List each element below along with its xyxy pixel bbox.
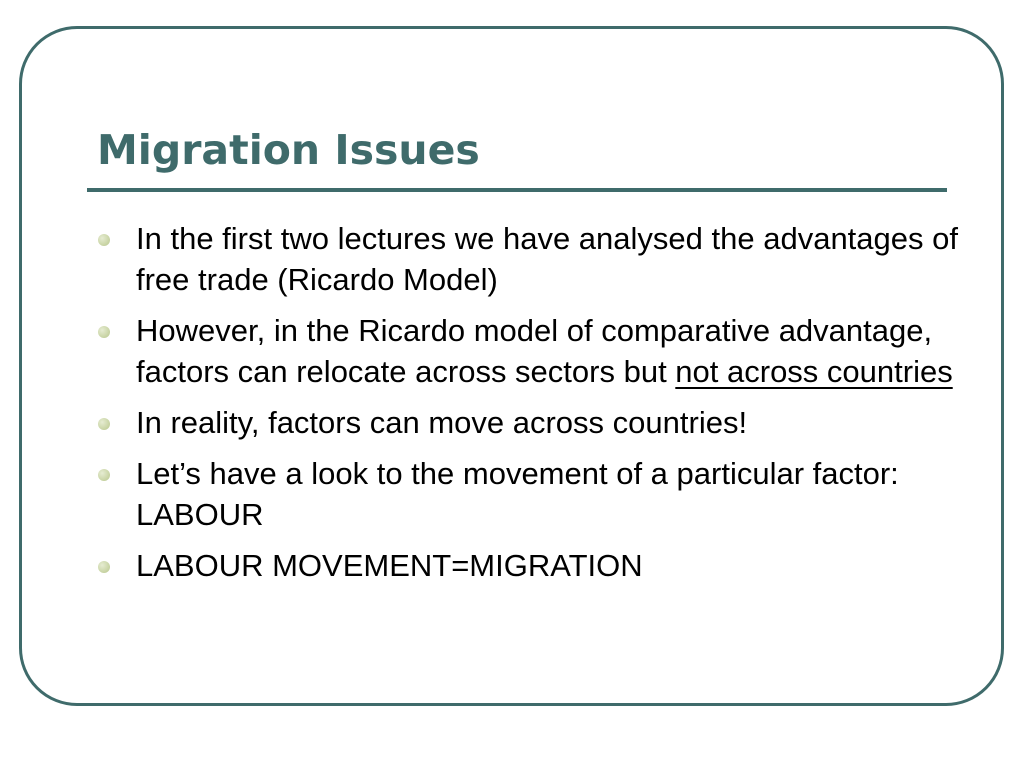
bullet-item [96,453,976,535]
title-divider [87,188,947,192]
bullet-icon [98,234,110,246]
bullet-text: In the first two lectures we have analysed the advantages of free trade (Ricardo Model) [136,221,958,297]
bullet-text: However, in the Ricardo model of comparative advantage, factors can relocate across sectors but [136,313,933,389]
bullet-text: In reality, factors can move across countries! [136,405,748,440]
bullet-list [96,218,976,596]
underlined-phrase: not across countries [675,354,953,389]
slide-title: Migration Issues [97,126,480,174]
bullet-item [96,310,976,392]
bullet-text: LABOUR MOVEMENT=MIGRATION [136,548,643,583]
bullet-item [96,545,976,586]
bullet-item [96,402,976,443]
bullet-icon [98,326,110,338]
bullet-text: Let’s have a look to the movement of a particular factor: LABOUR [136,456,899,532]
bullet-icon [98,418,110,430]
bullet-icon [98,469,110,481]
bullet-icon [98,561,110,573]
bullet-item [96,218,976,300]
